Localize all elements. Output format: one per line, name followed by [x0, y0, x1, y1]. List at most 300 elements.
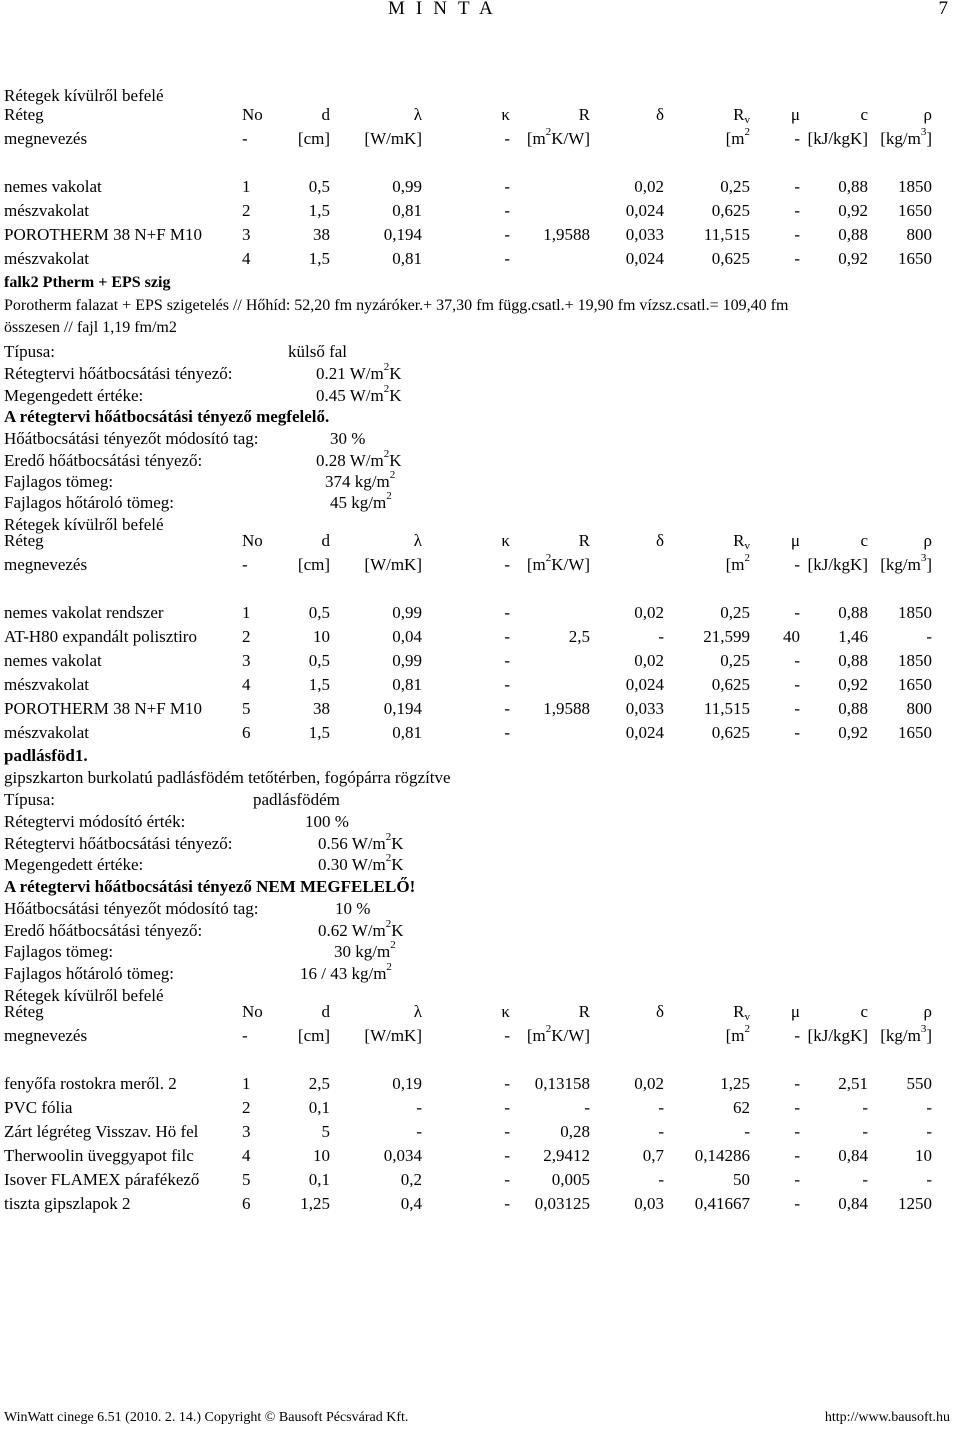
- cell-kappa: -: [504, 675, 510, 694]
- header-row-symbols: [0, 529, 932, 553]
- cell-d: 5: [321, 1122, 330, 1141]
- cell-lambda: 0,194: [383, 225, 422, 244]
- cell-kappa: -: [504, 177, 510, 196]
- unit-rho: $[kg/m^3]$: [880, 126, 932, 148]
- header-no: No: [242, 1002, 263, 1021]
- cell-layer: Isover FLAMEX párafékező: [4, 1170, 200, 1189]
- unit-no: -: [242, 1026, 248, 1045]
- s2-mass-label: Fajlagos tömeg:: [4, 942, 114, 961]
- cell-lambda: 0,194: [383, 699, 422, 718]
- table-row: [0, 601, 932, 625]
- cell-rho: 1650: [898, 201, 932, 220]
- cell-lambda: -: [416, 1122, 422, 1141]
- cell-layer: POROTHERM 38 N+F M10: [4, 699, 203, 718]
- header-gap: [0, 577, 932, 601]
- cell-r: 0,13158: [534, 1074, 590, 1093]
- cell-rv: 0,625: [711, 201, 750, 220]
- cell-delta: 0,033: [625, 699, 664, 718]
- header-c: c: [860, 1002, 868, 1021]
- cell-d: 0,1: [308, 1170, 330, 1189]
- cell-d: 10: [313, 1146, 330, 1165]
- cell-no: 5: [242, 1170, 251, 1189]
- unit-c: [kJ/kgK]: [807, 1026, 868, 1045]
- cell-layer: nemes vakolat rendszer: [4, 603, 164, 622]
- cell-no: 4: [242, 1146, 251, 1165]
- table-row: [0, 697, 932, 721]
- header-delta: δ: [655, 105, 664, 124]
- header-d: d: [321, 105, 330, 124]
- cell-r: [510, 199, 590, 223]
- cell-no: 4: [242, 675, 251, 694]
- cell-no: 1: [242, 177, 251, 196]
- s2-res-value: 0.62 $W/m^2K$: [318, 918, 404, 940]
- table-row: [0, 673, 932, 697]
- cell-rv: -: [744, 1122, 750, 1141]
- cell-rv: 11,515: [703, 225, 750, 244]
- cell-lambda: 0,81: [392, 723, 422, 742]
- page-header: [0, 0, 960, 22]
- unit-layer: megnevezés: [4, 555, 88, 574]
- cell-r: [510, 649, 590, 673]
- s1-mass-label: Fajlagos tömeg:: [4, 472, 114, 491]
- unit-rho: $[kg/m^3]$: [880, 1023, 932, 1045]
- cell-kappa: -: [504, 1146, 510, 1165]
- unit-rv: [$m^2$: [725, 126, 750, 148]
- header-no: No: [242, 105, 263, 124]
- header-layer: Réteg: [4, 531, 44, 550]
- cell-c: 1,46: [838, 627, 868, 646]
- table-row: [0, 199, 932, 223]
- table-row: [0, 1120, 932, 1144]
- cell-kappa: -: [504, 1098, 510, 1117]
- footer-url: http://www.bausoft.hu: [824, 1410, 950, 1425]
- cell-layer: nemes vakolat: [4, 651, 102, 670]
- unit-delta: [590, 553, 664, 577]
- s2-layers-title: Rétegek kívülről befelé: [4, 986, 164, 1005]
- cell-mu: 40: [783, 627, 800, 646]
- cell-d: 0,5: [308, 177, 330, 196]
- unit-d: [cm]: [297, 1026, 330, 1045]
- s2-allowed-value: 0.30 $W/m^2K$: [318, 852, 404, 874]
- cell-r: [510, 601, 590, 625]
- cell-rho: 800: [906, 225, 932, 244]
- cell-no: 1: [242, 603, 251, 622]
- intro-line: Rétegek kívülről befelé: [4, 86, 164, 105]
- cell-rv: 21,599: [703, 627, 750, 646]
- header-rho: ρ: [923, 1002, 932, 1021]
- cell-kappa: -: [504, 1170, 510, 1189]
- cell-c: 2,51: [838, 1074, 868, 1093]
- cell-mu: -: [794, 723, 800, 742]
- table-row: [0, 1192, 932, 1216]
- s1-heat-label: Fajlagos hőtároló tömeg:: [4, 493, 174, 512]
- cell-kappa: -: [504, 627, 510, 646]
- unit-lambda: [W/mK]: [364, 555, 422, 574]
- cell-kappa: -: [504, 201, 510, 220]
- cell-delta: 0,024: [625, 723, 664, 742]
- header-rv: $R_v$: [733, 531, 750, 552]
- cell-rv: 1,25: [720, 1074, 750, 1093]
- cell-mu: -: [794, 699, 800, 718]
- cell-rv: 0,625: [711, 249, 750, 268]
- header-kappa: κ: [501, 105, 510, 124]
- s1-mod-value: 30 %: [330, 429, 366, 448]
- s1-allowed-value: 0.45 $W/m^2K$: [316, 383, 402, 405]
- cell-no: 5: [242, 699, 251, 718]
- cell-d: 0,5: [308, 651, 330, 670]
- cell-rho: 1850: [898, 177, 932, 196]
- cell-r: 0,005: [551, 1170, 590, 1189]
- table-row: [0, 1144, 932, 1168]
- s2-u-value: 0.56 $W/m^2K$: [318, 831, 404, 853]
- header-mu: μ: [790, 531, 800, 550]
- page-number: 7: [938, 0, 948, 19]
- cell-no: 2: [242, 1098, 251, 1117]
- unit-kappa: -: [504, 555, 510, 574]
- header-no: No: [242, 531, 263, 550]
- cell-lambda: 0,81: [392, 675, 422, 694]
- s1-allowed-label: Megengedett értéke:: [4, 386, 144, 405]
- cell-no: 4: [242, 249, 251, 268]
- cell-kappa: -: [504, 1074, 510, 1093]
- cell-c: -: [862, 1098, 868, 1117]
- cell-no: 3: [242, 651, 251, 670]
- table-row: [0, 1096, 932, 1120]
- s2-heat-label: Fajlagos hőtároló tömeg:: [4, 964, 174, 983]
- cell-no: 2: [242, 201, 251, 220]
- cell-c: -: [862, 1122, 868, 1141]
- s1-layers-title: Rétegek kívülről befelé: [4, 515, 164, 534]
- unit-d: [cm]: [297, 555, 330, 574]
- cell-layer: mészvakolat: [4, 723, 89, 742]
- cell-c: 0,92: [838, 249, 868, 268]
- cell-mu: -: [794, 225, 800, 244]
- cell-d: 1,5: [308, 675, 330, 694]
- s2-mod1-value: 100 %: [305, 812, 349, 831]
- s1-verdict: A rétegtervi hőátbocsátási tényező megfelelő.: [4, 407, 330, 426]
- header-c: c: [860, 531, 868, 550]
- s2-mass-value: 30 $kg/m^2$: [334, 939, 396, 961]
- cell-rho: 550: [906, 1074, 932, 1093]
- cell-mu: -: [794, 603, 800, 622]
- header-d: d: [321, 1002, 330, 1021]
- cell-layer: PVC fólia: [4, 1098, 73, 1117]
- cell-no: 6: [242, 723, 251, 742]
- cell-rv: 0,625: [711, 675, 750, 694]
- header-r: R: [578, 531, 590, 550]
- cell-c: 0,88: [838, 699, 868, 718]
- cell-lambda: 0,2: [400, 1170, 422, 1189]
- cell-r: 2,5: [568, 627, 590, 646]
- cell-delta: 0,02: [634, 651, 664, 670]
- cell-rv: 0,25: [720, 177, 750, 196]
- cell-layer: AT-H80 expandált polisztiro: [4, 627, 197, 646]
- s1-type-label: Típusa:: [4, 342, 55, 361]
- unit-mu: -: [794, 1026, 800, 1045]
- cell-d: 38: [313, 699, 330, 718]
- header-rv: $R_v$: [733, 105, 750, 126]
- header-row-units: [0, 127, 932, 151]
- unit-delta: [590, 127, 664, 151]
- cell-rv: 0,41667: [694, 1194, 750, 1213]
- header-r: R: [578, 105, 590, 124]
- cell-d: 0,5: [308, 603, 330, 622]
- cell-rho: 10: [915, 1146, 932, 1165]
- cell-r: 0,28: [560, 1122, 590, 1141]
- cell-mu: -: [794, 1098, 800, 1117]
- table-row: [0, 625, 932, 649]
- header-mu: μ: [790, 1002, 800, 1021]
- cell-r: [510, 175, 590, 199]
- cell-rho: 800: [906, 699, 932, 718]
- s2-allowed-label: Megengedett értéke:: [4, 855, 144, 874]
- cell-d: 1,5: [308, 201, 330, 220]
- cell-lambda: 0,04: [392, 627, 422, 646]
- cell-r: -: [584, 1098, 590, 1117]
- cell-kappa: -: [504, 1122, 510, 1141]
- cell-no: 1: [242, 1074, 251, 1093]
- cell-lambda: 0,034: [383, 1146, 422, 1165]
- s1-res-label: Eredő hőátbocsátási tényező:: [4, 451, 203, 470]
- unit-kappa: -: [504, 1026, 510, 1045]
- cell-lambda: 0,19: [392, 1074, 422, 1093]
- s1-type-value: külső fal: [288, 342, 348, 361]
- section2-title: padlásföd1.: [4, 746, 88, 765]
- s2-type-label: Típusa:: [4, 790, 55, 809]
- cell-kappa: -: [504, 603, 510, 622]
- cell-c: -: [862, 1170, 868, 1189]
- cell-rho: -: [926, 1170, 932, 1189]
- s1-u-label: Rétegtervi hőátbocsátási tényező:: [4, 364, 233, 383]
- cell-delta: -: [658, 1122, 664, 1141]
- header-layer: Réteg: [4, 105, 44, 124]
- cell-delta: 0,7: [642, 1146, 664, 1165]
- unit-c: [kJ/kgK]: [807, 129, 868, 148]
- cell-delta: -: [658, 1098, 664, 1117]
- cell-kappa: -: [504, 651, 510, 670]
- cell-delta: 0,033: [625, 225, 664, 244]
- cell-rv: 0,25: [720, 651, 750, 670]
- cell-rv: 0,25: [720, 603, 750, 622]
- unit-delta: [590, 1024, 664, 1048]
- section1-title: falk2 Ptherm + EPS szig: [4, 274, 171, 291]
- cell-r: 2,9412: [543, 1146, 590, 1165]
- page-title: MINTA: [388, 0, 504, 19]
- table-row: [0, 1072, 932, 1096]
- cell-delta: 0,024: [625, 249, 664, 268]
- header-gap: [0, 1048, 932, 1072]
- section1-desc1: Porotherm falazat + EPS szigetelés // Hőhíd: 52,20 fm nyzáróker.+ 37,30 fm függ.csatl.+ 19,90 fm vízsz.csatl.= 109,40 fm: [4, 297, 789, 314]
- cell-d: 10: [313, 627, 330, 646]
- cell-lambda: 0,4: [400, 1194, 422, 1213]
- cell-mu: -: [794, 1122, 800, 1141]
- unit-mu: -: [794, 555, 800, 574]
- table-row: [0, 1168, 932, 1192]
- unit-r: $[m^2K/W]$: [526, 1023, 590, 1045]
- cell-rho: 1650: [898, 249, 932, 268]
- cell-layer: Zárt légréteg Visszav. Hö fel: [4, 1122, 199, 1141]
- table-row: [0, 247, 932, 271]
- s2-verdict: A rétegtervi hőátbocsátási tényező NEM MEGFELELŐ!: [4, 877, 416, 896]
- cell-layer: nemes vakolat: [4, 177, 102, 196]
- cell-layer: fenyőfa rostokra meről. 2: [4, 1074, 177, 1093]
- layer-table-2: [0, 529, 932, 745]
- cell-no: 2: [242, 627, 251, 646]
- cell-delta: 0,02: [634, 603, 664, 622]
- cell-r: 1,9588: [543, 225, 590, 244]
- header-gap: [0, 151, 932, 175]
- cell-c: 0,84: [838, 1146, 868, 1165]
- s2-mod-label: Hőátbocsátási tényezőt módosító tag:: [4, 899, 259, 918]
- cell-mu: -: [794, 651, 800, 670]
- unit-rho: $[kg/m^3]$: [880, 552, 932, 574]
- cell-c: 0,88: [838, 651, 868, 670]
- header-row-symbols: [0, 103, 932, 127]
- cell-d: 38: [313, 225, 330, 244]
- unit-no: -: [242, 555, 248, 574]
- unit-no: -: [242, 129, 248, 148]
- cell-lambda: -: [416, 1098, 422, 1117]
- cell-delta: -: [658, 1170, 664, 1189]
- section1-desc2: összesen // fajl 1,19 fm/m2: [4, 319, 177, 336]
- cell-r: [510, 247, 590, 271]
- cell-r: 1,9588: [543, 699, 590, 718]
- header-c: c: [860, 105, 868, 124]
- cell-c: 0,92: [838, 675, 868, 694]
- header-row-symbols: [0, 1000, 932, 1024]
- layer-table-3: [0, 1000, 932, 1216]
- s1-mass-value: 374 $kg/m^2$: [325, 469, 396, 491]
- unit-layer: megnevezés: [4, 129, 88, 148]
- cell-c: 0,92: [838, 723, 868, 742]
- s2-u-label: Rétegtervi hőátbocsátási tényező:: [4, 834, 233, 853]
- cell-kappa: -: [504, 249, 510, 268]
- cell-lambda: 0,81: [392, 249, 422, 268]
- cell-rv: 0,625: [711, 723, 750, 742]
- cell-lambda: 0,81: [392, 201, 422, 220]
- cell-rho: 1650: [898, 723, 932, 742]
- s2-res-label: Eredő hőátbocsátási tényező:: [4, 921, 203, 940]
- cell-rv: 62: [733, 1098, 750, 1117]
- cell-r: [510, 673, 590, 697]
- s1-heat-value: 45 $kg/m^2$: [330, 490, 392, 512]
- header-kappa: κ: [501, 531, 510, 550]
- cell-d: 1,25: [300, 1194, 330, 1213]
- header-lambda: λ: [413, 1002, 422, 1021]
- cell-rho: 1850: [898, 651, 932, 670]
- cell-layer: mészvakolat: [4, 675, 89, 694]
- unit-c: [kJ/kgK]: [807, 555, 868, 574]
- header-lambda: λ: [413, 105, 422, 124]
- header-row-units: [0, 1024, 932, 1048]
- unit-d: [cm]: [297, 129, 330, 148]
- cell-lambda: 0,99: [392, 603, 422, 622]
- header-rho: ρ: [923, 531, 932, 550]
- cell-rv: 0,14286: [694, 1146, 750, 1165]
- cell-rv: 50: [733, 1170, 750, 1189]
- cell-mu: -: [794, 177, 800, 196]
- header-delta: δ: [655, 1002, 664, 1021]
- header-kappa: κ: [501, 1002, 510, 1021]
- cell-lambda: 0,99: [392, 651, 422, 670]
- header-rv: $R_v$: [733, 1002, 750, 1023]
- table-row: [0, 721, 932, 745]
- cell-layer: tiszta gipszlapok 2: [4, 1194, 131, 1213]
- cell-delta: 0,024: [625, 201, 664, 220]
- s1-mod-label: Hőátbocsátási tényezőt módosító tag:: [4, 429, 259, 448]
- unit-lambda: [W/mK]: [364, 1026, 422, 1045]
- section2-desc: gipszkarton burkolatú padlásfödém tetőtérben, fogópárra rögzítve: [4, 768, 451, 787]
- unit-kappa: -: [504, 129, 510, 148]
- cell-layer: Therwoolin üveggyapot filc: [4, 1146, 194, 1165]
- cell-layer: mészvakolat: [4, 249, 89, 268]
- s2-heat-value: 16 / 43 $kg/m^2$: [300, 961, 392, 983]
- s1-u-value: 0.21 $W/m^2K$: [316, 361, 402, 383]
- header-r: R: [578, 1002, 590, 1021]
- unit-r: $[m^2K/W]$: [526, 552, 590, 574]
- header-mu: μ: [790, 105, 800, 124]
- table-row: [0, 649, 932, 673]
- layer-table-1: [0, 103, 932, 271]
- cell-kappa: -: [504, 1194, 510, 1213]
- header-delta: δ: [655, 531, 664, 550]
- cell-delta: 0,03: [634, 1194, 664, 1213]
- cell-delta: 0,02: [634, 177, 664, 196]
- cell-rho: 1850: [898, 603, 932, 622]
- cell-r: [510, 721, 590, 745]
- unit-lambda: [W/mK]: [364, 129, 422, 148]
- table-row: [0, 223, 932, 247]
- cell-mu: -: [794, 1170, 800, 1189]
- cell-rho: 1250: [898, 1194, 932, 1213]
- cell-delta: -: [658, 627, 664, 646]
- cell-no: 6: [242, 1194, 251, 1213]
- cell-d: 2,5: [308, 1074, 330, 1093]
- unit-mu: -: [794, 129, 800, 148]
- header-d: d: [321, 531, 330, 550]
- cell-no: 3: [242, 225, 251, 244]
- cell-kappa: -: [504, 723, 510, 742]
- s1-res-value: 0.28 $W/m^2K$: [316, 448, 402, 470]
- table-row: [0, 175, 932, 199]
- unit-rv: [$m^2$: [725, 1023, 750, 1045]
- cell-rho: -: [926, 627, 932, 646]
- cell-lambda: 0,99: [392, 177, 422, 196]
- cell-rho: -: [926, 1098, 932, 1117]
- cell-d: 0,1: [308, 1098, 330, 1117]
- header-layer: Réteg: [4, 1002, 44, 1021]
- s2-mod1-label: Rétegtervi módosító érték:: [4, 812, 186, 831]
- cell-d: 1,5: [308, 723, 330, 742]
- unit-rv: [$m^2$: [725, 552, 750, 574]
- cell-rv: 11,515: [703, 699, 750, 718]
- footer-copyright: WinWatt cinege 6.51 (2010. 2. 14.) Copyright © Bausoft Pécsvárad Kft.: [4, 1410, 409, 1425]
- cell-d: 1,5: [308, 249, 330, 268]
- cell-mu: -: [794, 1074, 800, 1093]
- cell-layer: mészvakolat: [4, 201, 89, 220]
- cell-no: 3: [242, 1122, 251, 1141]
- cell-r: 0,03125: [534, 1194, 590, 1213]
- s2-type-value: padlásfödém: [253, 790, 340, 809]
- cell-kappa: -: [504, 225, 510, 244]
- cell-c: 0,84: [838, 1194, 868, 1213]
- cell-mu: -: [794, 201, 800, 220]
- cell-mu: -: [794, 675, 800, 694]
- cell-c: 0,88: [838, 177, 868, 196]
- cell-rho: -: [926, 1122, 932, 1141]
- header-row-units: [0, 553, 932, 577]
- cell-mu: -: [794, 249, 800, 268]
